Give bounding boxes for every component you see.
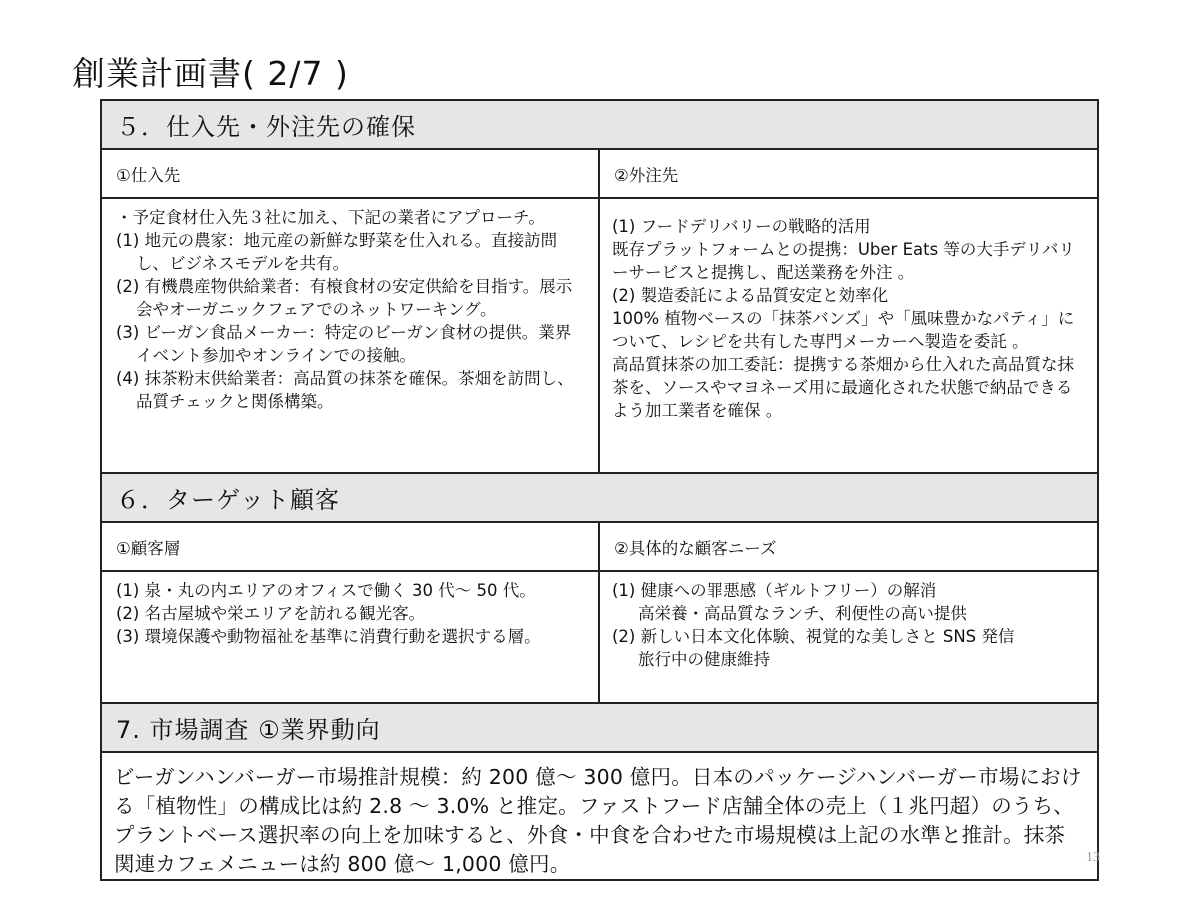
business-plan-table bbox=[100, 99, 1099, 881]
list-item: (1) 地元の農家：地元産の新鮮な野菜を仕入れる。直接訪問し、ビジネスモデルを共有。 bbox=[116, 231, 558, 273]
outsourcing-line: 既存プラットフォームとの提携：Uber Eats 等の大手デリバリーサービスと提携し、配送業務を外注 。 bbox=[612, 240, 1075, 282]
customer-segment-header: ①顧客層 bbox=[101, 522, 599, 571]
list-item: (3) ビーガン食品メーカー：特定のビーガン食材の提供。業界イベント参加やオンラインでの接触。 bbox=[116, 323, 572, 365]
suppliers-header: ①仕入先 bbox=[101, 149, 599, 198]
customer-segment-list bbox=[116, 579, 584, 648]
outsourcing-line: (1) フードデリバリーの戦略的活用 bbox=[612, 217, 871, 236]
market-trend-text: ビーガンハンバーガー市場推計規模：約 200 億〜 300 億円。日本のパッケージハンバーガー市場における「植物性」の構成比は約 2.8 〜 3.0% と推定。ファストフード店舗全体の売上（１兆円超）のうち、プラントベース選択率の向上を加味すると、外食・中食を合わせた市場規模は上記の水準と推計。抹茶関連カフェメニューは約 800 億〜 1,000 億円。 bbox=[101, 752, 1098, 880]
outsourcing-line: 高品質抹茶の加工委託：提携する茶畑から仕入れた高品質な抹茶を、ソースやマヨネーズ用に最適化された状態で納品できるよう加工業者を確保 。 bbox=[612, 355, 1074, 420]
list-item: (4) 抹茶粉末供給業者：高品質の抹茶を確保。茶畑を訪問し、品質チェックと関係構築。 bbox=[116, 369, 574, 411]
page-number: 13 bbox=[1086, 850, 1100, 865]
outsourcing-line: (2) 製造委託による品質安定と効率化 bbox=[612, 286, 889, 305]
customer-needs-cell bbox=[599, 571, 1098, 703]
suppliers-cell bbox=[101, 198, 599, 473]
customer-needs-header: ②具体的な顧客ニーズ bbox=[599, 522, 1098, 571]
section7-heading: 7. 市場調査 ①業界動向 bbox=[101, 703, 1098, 752]
customer-segment-cell bbox=[101, 571, 599, 703]
needs-line: 旅行中の健康維持 bbox=[638, 650, 770, 669]
list-item: (2) 名古屋城や栄エリアを訪れる観光客。 bbox=[116, 604, 426, 623]
suppliers-list bbox=[116, 206, 584, 413]
list-item: (2) 有機農産物供給業者：有榱食材の安定供給を目指す。展示会やオーガニックフェアでのネットワーキング。 bbox=[116, 277, 573, 319]
outsourcing-header: ②外注先 bbox=[599, 149, 1098, 198]
list-item: (1) 泉・丸の内エリアのオフィスで働く 30 代〜 50 代。 bbox=[116, 581, 536, 600]
section5-heading: ５．仕入先・外注先の確保 bbox=[101, 100, 1098, 149]
needs-line: (1) 健康への罪悪感（ギルトフリー）の解消 bbox=[612, 581, 937, 600]
needs-line: (2) 新しい日本文化体験、視覚的な美しさと SNS 発信 bbox=[612, 627, 1015, 646]
page-title: 創業計画書( 2/7 ) bbox=[72, 54, 349, 93]
list-item: ・予定食材仕入先３社に加え、下記の業者にアプローチ。 bbox=[116, 208, 545, 227]
needs-line: 高栄養・高品質なランチ、利便性の高い提供 bbox=[638, 604, 967, 623]
outsourcing-line: 100% 植物ベースの「抹茶バンズ」や「風味豊かなパティ」について、レシピを共有した専門メーカーへ製造を委託 。 bbox=[612, 309, 1075, 351]
outsourcing-cell bbox=[599, 198, 1098, 473]
section6-heading: ６．ターゲット顧客 bbox=[101, 473, 1098, 522]
list-item: (3) 環境保護や動物福祉を基準に消費行動を選択する層。 bbox=[116, 627, 541, 646]
